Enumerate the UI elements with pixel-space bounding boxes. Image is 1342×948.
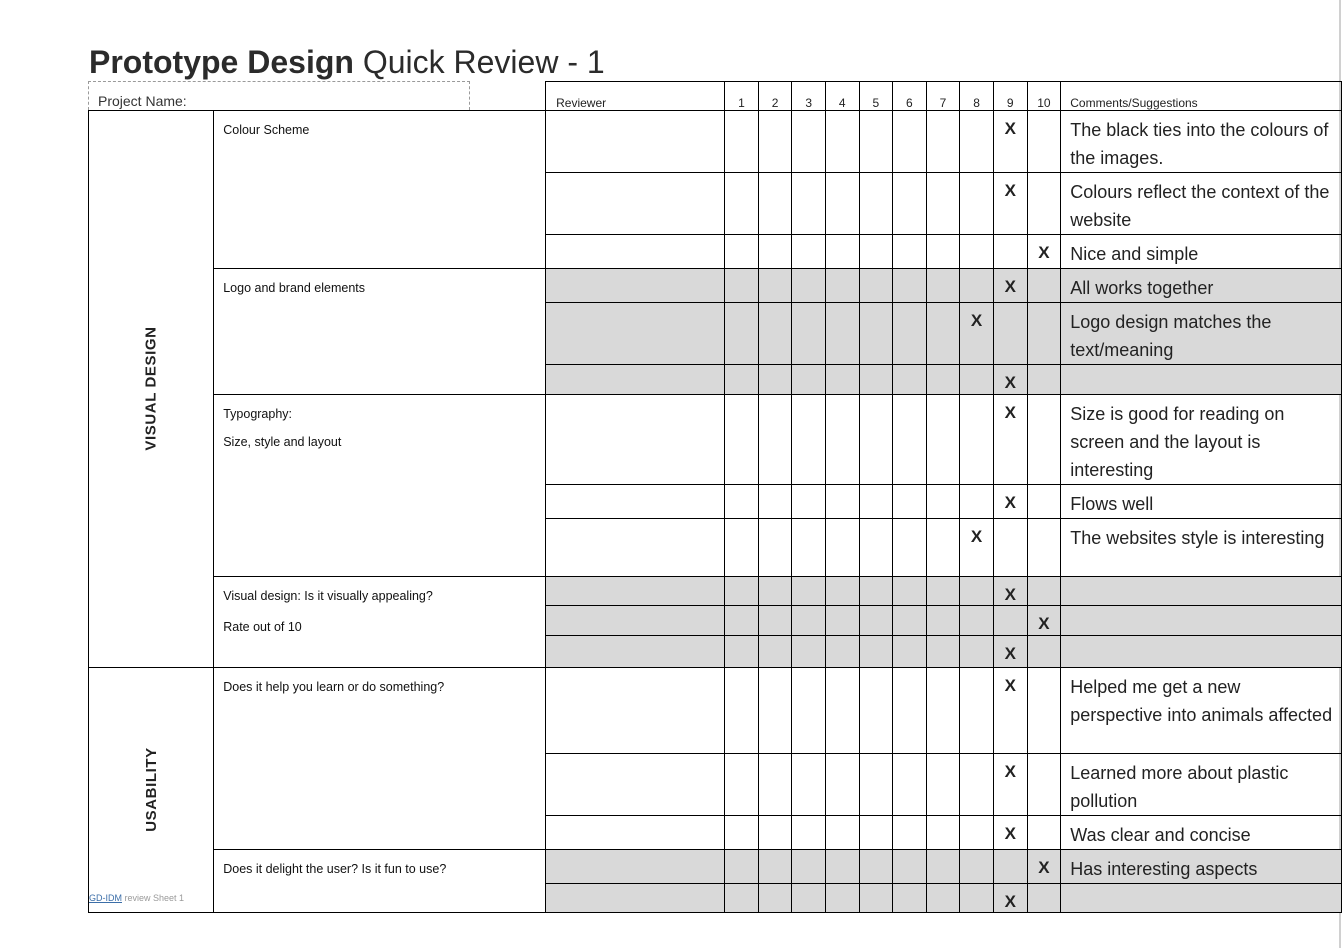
score-cell-5[interactable]: [859, 269, 893, 303]
score-cell-4[interactable]: [825, 111, 859, 173]
score-cell-6[interactable]: [893, 850, 927, 884]
comment-cell[interactable]: [1061, 606, 1342, 636]
score-cell-6[interactable]: [893, 269, 927, 303]
criterion-colour: [214, 111, 546, 269]
score-cell-7[interactable]: [926, 303, 960, 365]
score-cell-6[interactable]: [893, 519, 927, 577]
score-cell-8[interactable]: [960, 850, 994, 884]
score-cell-8[interactable]: [960, 173, 994, 235]
reviewer-cell[interactable]: [546, 850, 725, 884]
score-cell-7[interactable]: [926, 111, 960, 173]
score-cell-3[interactable]: [792, 485, 826, 519]
score-cell-2[interactable]: [758, 235, 792, 269]
criterion-line: Does it help you learn or do something?: [223, 680, 445, 694]
score-cell-4[interactable]: [825, 519, 859, 577]
reviewer-cell[interactable]: [546, 365, 725, 395]
score-header-5: 5: [859, 82, 893, 111]
table-row: [89, 668, 1342, 754]
score-cell-5[interactable]: [859, 519, 893, 577]
score-cell-1[interactable]: [725, 519, 759, 577]
criterion-line: Colour Scheme: [223, 123, 310, 137]
score-cell-7[interactable]: [926, 754, 960, 816]
score-cell-1[interactable]: [725, 485, 759, 519]
score-cell-10[interactable]: [1027, 519, 1061, 577]
score-cell-7[interactable]: [926, 235, 960, 269]
score-cell-5[interactable]: [859, 365, 893, 395]
score-cell-2[interactable]: [758, 850, 792, 884]
score-cell-2[interactable]: [758, 485, 792, 519]
score-cell-8[interactable]: [960, 636, 994, 668]
title-bold: Prototype Design: [89, 44, 354, 80]
score-cell-4[interactable]: [825, 850, 859, 884]
reviewer-cell[interactable]: [546, 577, 725, 606]
criterion-line: Does it delight the user? Is it fun to use?: [223, 862, 447, 876]
score-cell-1[interactable]: [725, 884, 759, 913]
score-cell-1[interactable]: [725, 173, 759, 235]
score-cell-4[interactable]: [825, 269, 859, 303]
score-cell-10[interactable]: [1027, 668, 1061, 754]
reviewer-cell[interactable]: [546, 485, 725, 519]
score-mark[interactable]: X: [993, 636, 1027, 668]
score-cell-5[interactable]: [859, 235, 893, 269]
score-cell-3[interactable]: [792, 269, 826, 303]
score-cell-5[interactable]: [859, 668, 893, 754]
comments-header: Comments/Suggestions: [1061, 82, 1342, 111]
score-header-3: 3: [792, 82, 826, 111]
score-cell-5[interactable]: [859, 577, 893, 606]
criterion-line: Typography:: [223, 407, 293, 421]
score-cell-2[interactable]: [758, 636, 792, 668]
score-cell-7[interactable]: [926, 519, 960, 577]
comment-cell[interactable]: The websites style is interesting: [1061, 519, 1342, 577]
score-cell-3[interactable]: [792, 519, 826, 577]
comment-cell[interactable]: Was clear and concise: [1061, 816, 1342, 850]
score-cell-5[interactable]: [859, 395, 893, 485]
score-cell-10[interactable]: [1027, 303, 1061, 365]
score-cell-10[interactable]: [1027, 173, 1061, 235]
score-cell-3[interactable]: [792, 636, 826, 668]
score-cell-2[interactable]: [758, 519, 792, 577]
category-label: USABILITY: [142, 747, 160, 832]
category-visual-design: [89, 111, 214, 668]
comment-cell[interactable]: [1061, 636, 1342, 668]
score-cell-7[interactable]: [926, 850, 960, 884]
score-cell-5[interactable]: [859, 884, 893, 913]
score-cell-5[interactable]: [859, 816, 893, 850]
reviewer-cell[interactable]: [546, 668, 725, 754]
reviewer-cell[interactable]: [546, 754, 725, 816]
score-cell-4[interactable]: [825, 235, 859, 269]
reviewer-cell[interactable]: [546, 816, 725, 850]
score-cell-2[interactable]: [758, 606, 792, 636]
score-cell-6[interactable]: [893, 636, 927, 668]
comment-cell[interactable]: The black ties into the colours of the images.: [1061, 111, 1342, 173]
score-cell-2[interactable]: [758, 668, 792, 754]
score-cell-9[interactable]: [993, 519, 1027, 577]
score-cell-7[interactable]: [926, 884, 960, 913]
score-mark[interactable]: X: [993, 577, 1027, 606]
score-cell-4[interactable]: [825, 395, 859, 485]
score-cell-3[interactable]: [792, 111, 826, 173]
score-cell-10[interactable]: [1027, 485, 1061, 519]
score-cell-4[interactable]: [825, 173, 859, 235]
score-cell-5[interactable]: [859, 636, 893, 668]
score-mark[interactable]: X: [1027, 606, 1061, 636]
score-cell-4[interactable]: [825, 754, 859, 816]
score-cell-8[interactable]: [960, 816, 994, 850]
score-mark[interactable]: X: [993, 816, 1027, 850]
score-cell-8[interactable]: [960, 235, 994, 269]
criterion-learn: [214, 668, 546, 850]
score-cell-2[interactable]: [758, 395, 792, 485]
comment-cell[interactable]: [1061, 577, 1342, 606]
score-cell-10[interactable]: [1027, 395, 1061, 485]
comment-cell[interactable]: Logo design matches the text/meaning: [1061, 303, 1342, 365]
score-cell-10[interactable]: [1027, 269, 1061, 303]
score-cell-9[interactable]: [993, 606, 1027, 636]
score-cell-4[interactable]: [825, 884, 859, 913]
score-header-8: 8: [960, 82, 994, 111]
score-cell-8[interactable]: [960, 269, 994, 303]
score-cell-10[interactable]: [1027, 365, 1061, 395]
score-cell-9[interactable]: [993, 850, 1027, 884]
score-cell-1[interactable]: [725, 303, 759, 365]
score-cell-1[interactable]: [725, 111, 759, 173]
comment-cell[interactable]: Nice and simple: [1061, 235, 1342, 269]
criterion-visual: [214, 577, 546, 668]
score-cell-6[interactable]: [893, 884, 927, 913]
criterion-line: Rate out of 10: [223, 620, 302, 634]
score-cell-3[interactable]: [792, 365, 826, 395]
score-mark[interactable]: X: [1027, 850, 1061, 884]
criterion-typo: [214, 395, 546, 577]
score-cell-1[interactable]: [725, 577, 759, 606]
category-usability: [89, 668, 214, 913]
reviewer-cell[interactable]: [546, 173, 725, 235]
score-cell-8[interactable]: [960, 111, 994, 173]
score-cell-5[interactable]: [859, 485, 893, 519]
score-mark[interactable]: X: [1027, 235, 1061, 269]
comment-cell[interactable]: Colours reflect the context of the website: [1061, 173, 1342, 235]
score-header-10: 10: [1027, 82, 1061, 111]
reviewer-cell[interactable]: [546, 636, 725, 668]
score-cell-6[interactable]: [893, 816, 927, 850]
score-cell-2[interactable]: [758, 365, 792, 395]
score-cell-6[interactable]: [893, 111, 927, 173]
reviewer-cell[interactable]: [546, 111, 725, 173]
score-cell-8[interactable]: [960, 668, 994, 754]
score-cell-8[interactable]: [960, 606, 994, 636]
table-row: [89, 269, 1342, 303]
score-header-1: 1: [725, 82, 759, 111]
score-mark[interactable]: X: [993, 754, 1027, 816]
criterion-line: Size, style and layout: [223, 435, 342, 449]
comment-cell[interactable]: [1061, 884, 1342, 913]
criterion-logo: [214, 269, 546, 395]
score-cell-1[interactable]: [725, 365, 759, 395]
score-cell-1[interactable]: [725, 668, 759, 754]
reviewer-cell[interactable]: [546, 235, 725, 269]
score-cell-4[interactable]: [825, 577, 859, 606]
comment-cell[interactable]: Learned more about plastic pollution: [1061, 754, 1342, 816]
score-cell-3[interactable]: [792, 395, 826, 485]
score-cell-7[interactable]: [926, 173, 960, 235]
score-cell-7[interactable]: [926, 668, 960, 754]
score-cell-3[interactable]: [792, 754, 826, 816]
score-cell-4[interactable]: [825, 636, 859, 668]
score-cell-6[interactable]: [893, 606, 927, 636]
score-cell-1[interactable]: [725, 636, 759, 668]
score-cell-4[interactable]: [825, 303, 859, 365]
score-cell-5[interactable]: [859, 850, 893, 884]
reviewer-cell[interactable]: [546, 519, 725, 577]
criterion-delight: [214, 850, 546, 913]
score-cell-1[interactable]: [725, 269, 759, 303]
score-cell-4[interactable]: [825, 485, 859, 519]
score-cell-6[interactable]: [893, 754, 927, 816]
score-header-7: 7: [926, 82, 960, 111]
comment-cell[interactable]: All works together: [1061, 269, 1342, 303]
score-cell-3[interactable]: [792, 850, 826, 884]
score-cell-1[interactable]: [725, 850, 759, 884]
footer-link[interactable]: GD-IDM: [89, 893, 122, 903]
score-cell-6[interactable]: [893, 577, 927, 606]
score-mark[interactable]: X: [960, 303, 994, 365]
review-table: [88, 81, 1342, 913]
score-mark[interactable]: X: [993, 668, 1027, 754]
score-cell-4[interactable]: [825, 365, 859, 395]
score-mark[interactable]: X: [993, 111, 1027, 173]
reviewer-cell[interactable]: [546, 303, 725, 365]
criterion-line: Visual design: Is it visually appealing?: [223, 589, 433, 603]
score-cell-2[interactable]: [758, 173, 792, 235]
score-cell-3[interactable]: [792, 668, 826, 754]
score-mark[interactable]: X: [993, 269, 1027, 303]
comment-cell[interactable]: [1061, 365, 1342, 395]
score-cell-3[interactable]: [792, 577, 826, 606]
score-cell-9[interactable]: [993, 303, 1027, 365]
reviewer-cell[interactable]: [546, 269, 725, 303]
score-cell-6[interactable]: [893, 235, 927, 269]
score-cell-4[interactable]: [825, 668, 859, 754]
score-cell-3[interactable]: [792, 606, 826, 636]
score-cell-1[interactable]: [725, 754, 759, 816]
score-cell-10[interactable]: [1027, 577, 1061, 606]
score-cell-10[interactable]: [1027, 754, 1061, 816]
criterion-line: Logo and brand elements: [223, 281, 365, 295]
score-header-2: 2: [758, 82, 792, 111]
score-cell-6[interactable]: [893, 668, 927, 754]
page-title: [89, 42, 605, 82]
score-cell-6[interactable]: [893, 303, 927, 365]
comment-cell[interactable]: Flows well: [1061, 485, 1342, 519]
score-cell-2[interactable]: [758, 754, 792, 816]
category-label: VISUAL DESIGN: [142, 326, 160, 451]
reviewer-header: Reviewer: [546, 82, 725, 111]
score-cell-6[interactable]: [893, 395, 927, 485]
score-cell-5[interactable]: [859, 606, 893, 636]
title-rest: Quick Review - 1: [353, 44, 605, 80]
score-cell-7[interactable]: [926, 606, 960, 636]
score-cell-10[interactable]: [1027, 816, 1061, 850]
score-cell-7[interactable]: [926, 485, 960, 519]
score-cell-7[interactable]: [926, 816, 960, 850]
score-cell-5[interactable]: [859, 111, 893, 173]
table-row: [89, 850, 1342, 884]
score-cell-5[interactable]: [859, 303, 893, 365]
score-cell-3[interactable]: [792, 235, 826, 269]
score-cell-10[interactable]: [1027, 111, 1061, 173]
score-cell-4[interactable]: [825, 816, 859, 850]
comment-cell[interactable]: Has interesting aspects: [1061, 850, 1342, 884]
table-row: [89, 111, 1342, 173]
footer: [89, 893, 184, 903]
score-cell-8[interactable]: [960, 884, 994, 913]
score-header-6: 6: [893, 82, 927, 111]
score-cell-8[interactable]: [960, 395, 994, 485]
score-cell-9[interactable]: [993, 235, 1027, 269]
score-cell-5[interactable]: [859, 173, 893, 235]
score-cell-3[interactable]: [792, 884, 826, 913]
score-mark[interactable]: X: [960, 519, 994, 577]
score-cell-2[interactable]: [758, 884, 792, 913]
score-cell-3[interactable]: [792, 303, 826, 365]
comment-cell[interactable]: Size is good for reading on screen and the layout is interesting: [1061, 395, 1342, 485]
score-cell-6[interactable]: [893, 485, 927, 519]
score-mark[interactable]: X: [993, 395, 1027, 485]
score-cell-2[interactable]: [758, 269, 792, 303]
score-cell-3[interactable]: [792, 816, 826, 850]
score-cell-7[interactable]: [926, 269, 960, 303]
score-mark[interactable]: X: [993, 173, 1027, 235]
score-cell-8[interactable]: [960, 577, 994, 606]
project-name-label: Project Name:: [98, 93, 187, 109]
score-cell-10[interactable]: [1027, 884, 1061, 913]
score-cell-1[interactable]: [725, 816, 759, 850]
score-cell-4[interactable]: [825, 606, 859, 636]
score-cell-7[interactable]: [926, 395, 960, 485]
score-cell-1[interactable]: [725, 395, 759, 485]
reviewer-cell[interactable]: [546, 884, 725, 913]
comment-cell[interactable]: Helped me get a new perspective into animals affected: [1061, 668, 1342, 754]
score-cell-7[interactable]: [926, 636, 960, 668]
score-mark[interactable]: X: [993, 365, 1027, 395]
score-cell-2[interactable]: [758, 303, 792, 365]
score-cell-10[interactable]: [1027, 636, 1061, 668]
reviewer-cell[interactable]: [546, 606, 725, 636]
score-header-4: 4: [825, 82, 859, 111]
reviewer-cell[interactable]: [546, 395, 725, 485]
table-row: [89, 395, 1342, 485]
score-cell-7[interactable]: [926, 365, 960, 395]
score-cell-2[interactable]: [758, 577, 792, 606]
score-cell-8[interactable]: [960, 485, 994, 519]
score-cell-6[interactable]: [893, 173, 927, 235]
score-cell-1[interactable]: [725, 606, 759, 636]
score-cell-1[interactable]: [725, 235, 759, 269]
score-cell-8[interactable]: [960, 754, 994, 816]
score-cell-2[interactable]: [758, 816, 792, 850]
score-mark[interactable]: X: [993, 485, 1027, 519]
score-header-9: 9: [993, 82, 1027, 111]
table-row: [89, 577, 1342, 606]
footer-text: review Sheet 1: [122, 893, 185, 903]
score-mark[interactable]: X: [993, 884, 1027, 913]
score-cell-3[interactable]: [792, 173, 826, 235]
score-cell-6[interactable]: [893, 365, 927, 395]
score-cell-7[interactable]: [926, 577, 960, 606]
score-cell-2[interactable]: [758, 111, 792, 173]
score-cell-5[interactable]: [859, 754, 893, 816]
score-cell-8[interactable]: [960, 365, 994, 395]
